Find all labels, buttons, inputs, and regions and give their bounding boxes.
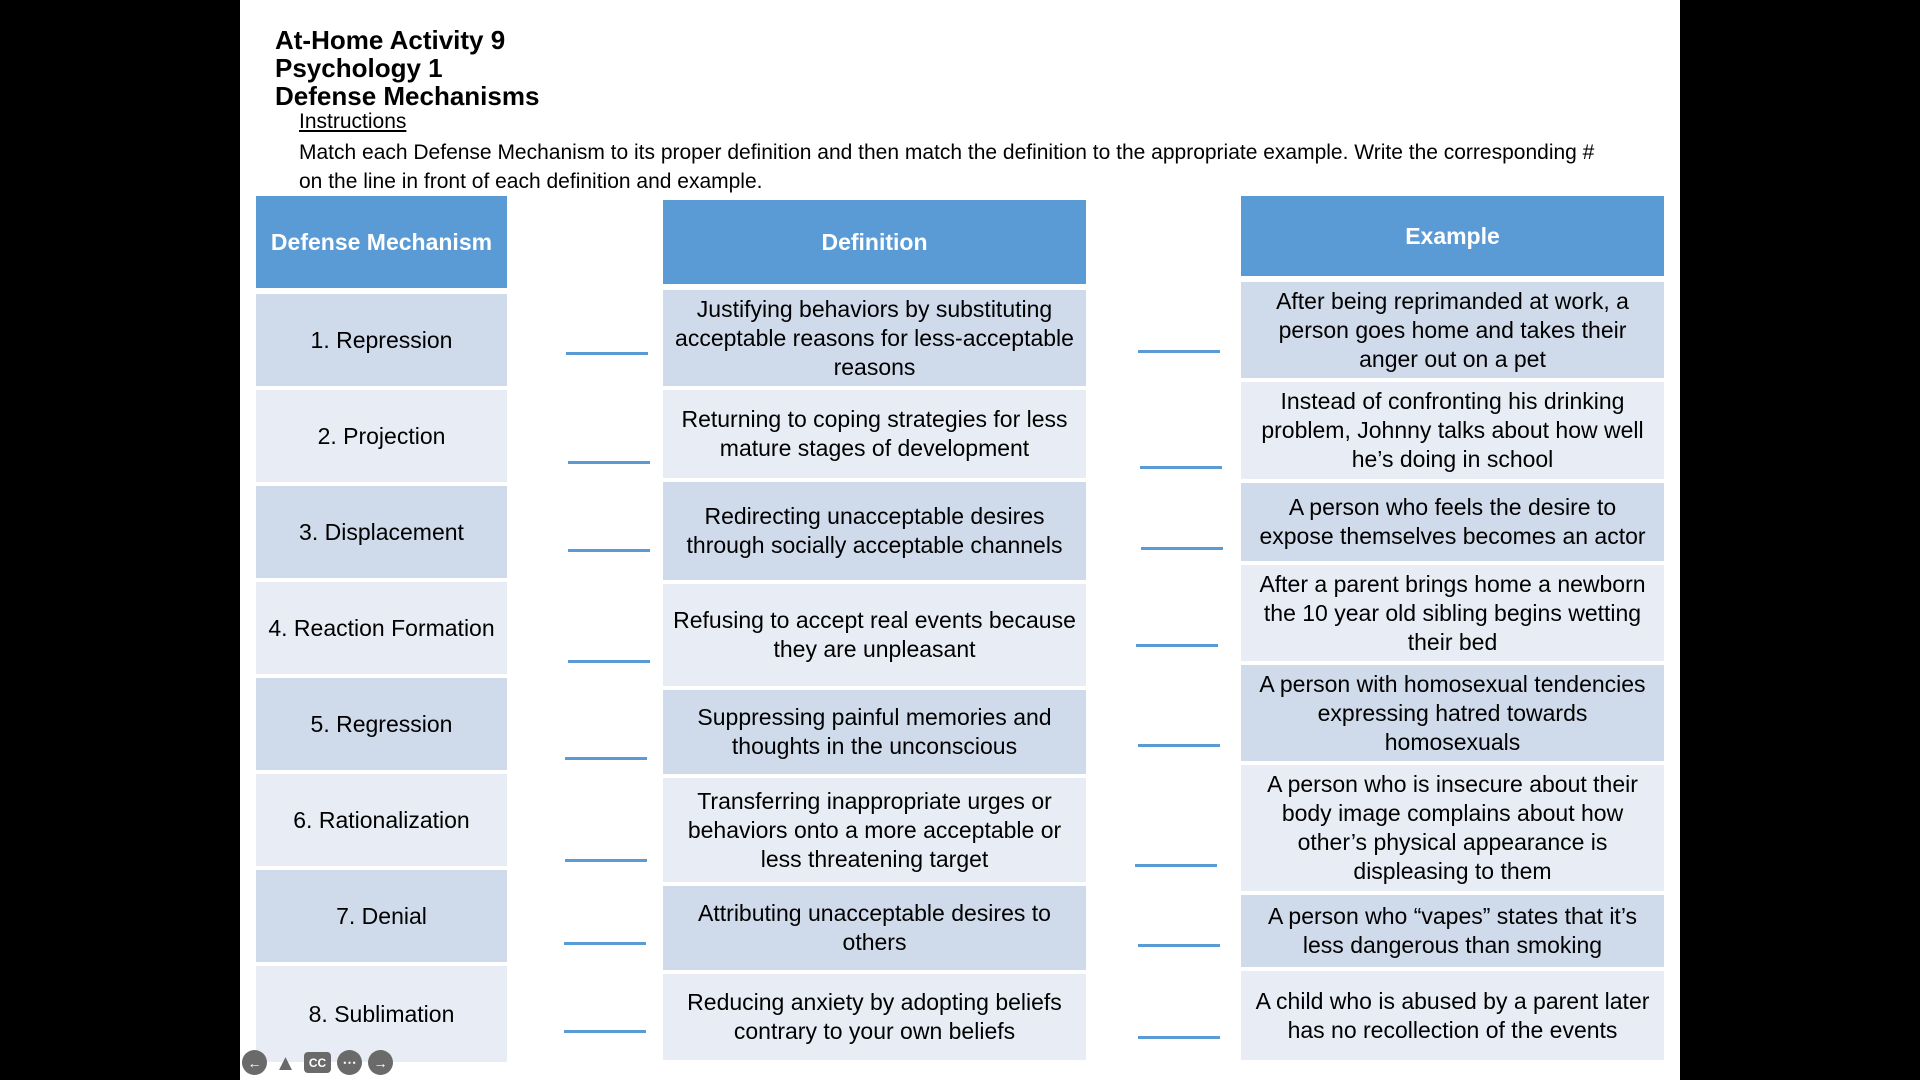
slide-title [275,26,539,110]
example-3: A person who feels the desire to expose themselves becomes an actor [1241,483,1664,561]
more-options-button[interactable] [337,1050,362,1075]
example-blank-4[interactable] [1136,644,1218,647]
definition-5: Suppressing painful memories and thoughts in the unconscious [663,690,1086,774]
title-line-3: Defense Mechanisms [275,81,540,111]
more-icon: ⋯ [342,1054,357,1070]
example-4: After a parent brings home a newborn the 10 year old sibling begins wetting their bed [1241,565,1664,661]
next-slide-button[interactable] [368,1050,393,1075]
example-blank-3[interactable] [1141,547,1223,550]
definition-blank-6[interactable] [565,859,647,862]
definition-1: Justifying behaviors by substituting acceptable reasons for less-acceptable reasons [663,290,1086,386]
mechanism-7: 7. Denial [256,870,507,962]
mechanism-2: 2. Projection [256,390,507,482]
example-blank-5[interactable] [1138,744,1220,747]
title-line-2: Psychology 1 [275,53,443,83]
instructions-text: Match each Defense Mechanism to its proper definition and then match the definition to the appropriate example. Write the corresponding # on the line in front of each definition and example. [299,141,1595,193]
definition-blank-1[interactable] [566,352,648,355]
mechanism-5: 5. Regression [256,678,507,770]
previous-slide-button[interactable] [242,1050,267,1075]
title-line-1: At-Home Activity 9 [275,25,506,55]
example-7: A person who “vapes” states that it’s less dangerous than smoking [1241,895,1664,967]
definition-8: Reducing anxiety by adopting beliefs contrary to your own beliefs [663,974,1086,1060]
mechanism-8: 8. Sublimation [256,966,507,1062]
definition-blank-7[interactable] [564,942,646,945]
mechanism-6: 6. Rationalization [256,774,507,866]
definition-4: Refusing to accept real events because they are unpleasant [663,584,1086,686]
pointer-icon: ▲ [274,1049,297,1075]
definition-blank-4[interactable] [568,660,650,663]
instructions-heading: Instructions [299,110,407,133]
chevron-right-icon: → [373,1054,388,1071]
example-8: A child who is abused by a parent later has no recollection of the events [1241,971,1664,1060]
definition-blank-5[interactable] [565,757,647,760]
definition-blank-8[interactable] [564,1030,646,1033]
header-example: Example [1241,196,1664,276]
pointer-button[interactable] [273,1050,298,1075]
mechanism-3: 3. Displacement [256,486,507,578]
chevron-left-icon: ← [247,1054,262,1071]
mechanism-4: 4. Reaction Formation [256,582,507,674]
definition-blank-3[interactable] [568,549,650,552]
slide [240,0,1680,1080]
example-2: Instead of confronting his drinking problem, Johnny talks about how well he’s doing in school [1241,382,1664,479]
example-blank-2[interactable] [1140,466,1222,469]
example-blank-8[interactable] [1138,1036,1220,1039]
example-blank-6[interactable] [1135,864,1217,867]
captions-button[interactable]: CC [304,1052,331,1073]
header-mechanism: Defense Mechanism [256,196,507,288]
example-6: A person who is insecure about their body image complains about how other’s physical appearance is displeasing to them [1241,765,1664,891]
definition-6: Transferring inappropriate urges or behaviors onto a more acceptable or less threatening target [663,778,1086,882]
example-blank-1[interactable] [1138,350,1220,353]
definition-blank-2[interactable] [568,461,650,464]
definition-3: Redirecting unacceptable desires through socially acceptable channels [663,482,1086,580]
example-blank-7[interactable] [1138,944,1220,947]
example-1: After being reprimanded at work, a person goes home and takes their anger out on a pet [1241,282,1664,378]
definition-7: Attributing unacceptable desires to others [663,886,1086,970]
definition-2: Returning to coping strategies for less mature stages of development [663,390,1086,478]
presentation-toolbar [242,1050,393,1075]
mechanism-1: 1. Repression [256,294,507,386]
header-definition: Definition [663,200,1086,284]
example-5: A person with homosexual tendencies expressing hatred towards homosexuals [1241,665,1664,761]
